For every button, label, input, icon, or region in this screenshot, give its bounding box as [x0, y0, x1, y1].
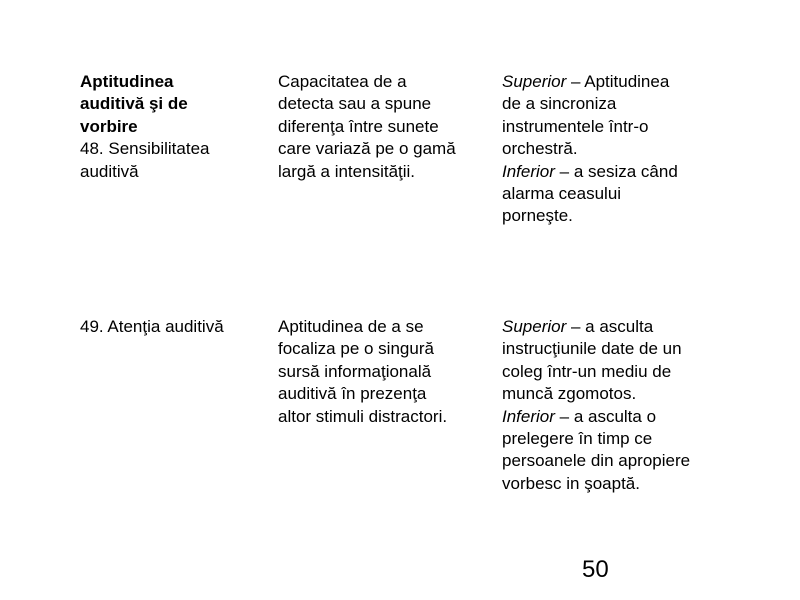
- definition-cell-49: Aptitudinea de a se focaliza pe o singură sursă informaţională auditivă în prezenţa altor stimuli distractori.: [278, 317, 448, 426]
- ability-cell-48: [80, 71, 270, 183]
- ability-cell-49: [80, 316, 270, 338]
- inferior-label: Inferior: [502, 161, 555, 181]
- inferior-label: Inferior: [502, 406, 555, 426]
- inferior-example: – a asculta o prelegere în timp ce persoanele din apropiere vorbesc in şoaptă.: [502, 406, 691, 493]
- superior-example: – Aptitudinea de a sincroniza instrumentele într-o orchestră.: [502, 72, 670, 159]
- inferior-example: – a sesiza când alarma ceasului porneşte.: [502, 161, 678, 226]
- ability-name: 49. Atenţia auditivă: [80, 317, 224, 336]
- page-number: 50: [582, 556, 609, 583]
- ability-name: 48. Sensibilitatea auditivă: [80, 139, 210, 181]
- superior-label: Superior: [502, 72, 567, 91]
- category-title: Aptitudinea auditivă şi de vorbire: [80, 72, 188, 136]
- superior-label: Superior: [502, 317, 567, 336]
- examples-cell-48: [502, 71, 742, 228]
- examples-cell-49: [502, 316, 742, 495]
- definition-cell-48: Capacitatea de a detecta sau a spune diferenţa între sunete care variază pe o gamă largă a intensităţii.: [278, 72, 456, 181]
- superior-example: – a asculta instrucţiunile date de un coleg într-un mediu de muncă zgomotos.: [502, 317, 682, 404]
